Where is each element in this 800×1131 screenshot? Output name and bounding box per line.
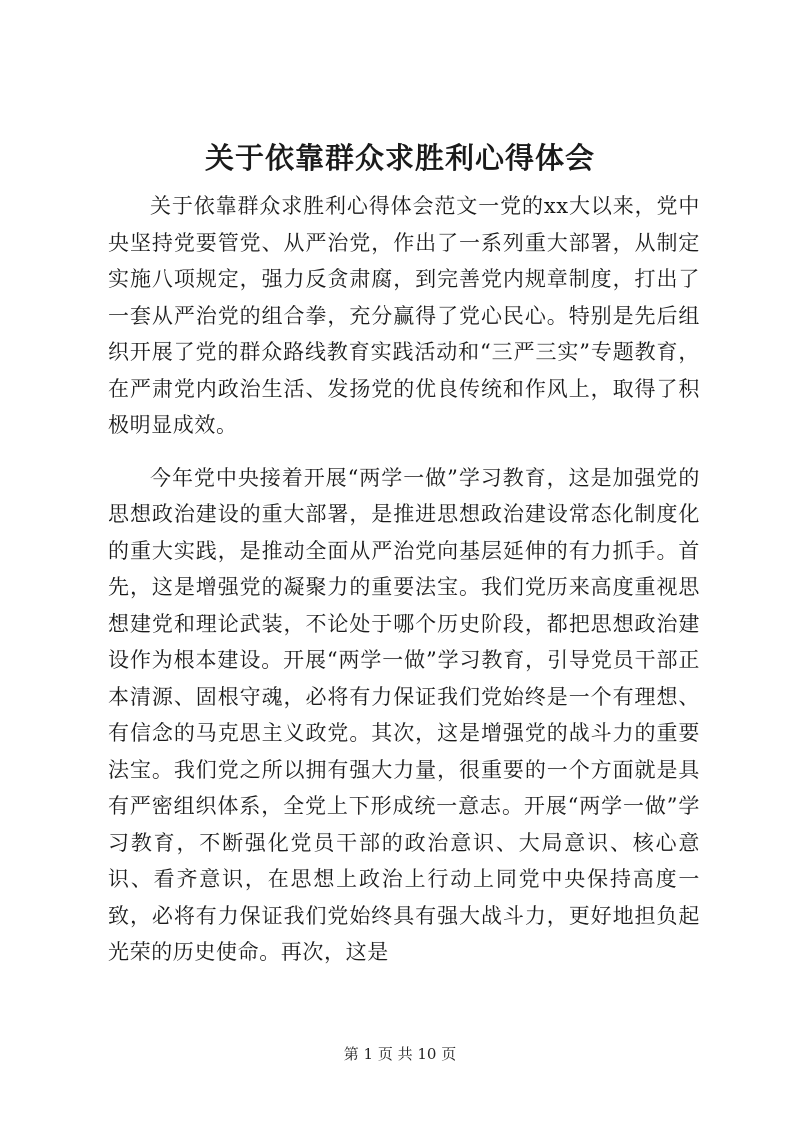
document-title: 关于依靠群众求胜利心得体会	[204, 141, 595, 175]
paragraph-2: 今年党中央接着开展“两学一做”学习教育，这是加强党的思想政治建设的重大部署，是推进思想政治建设常态化制度化的重大实践，是推动全面从严治党向基层延伸的有力抓手。首先，这是增强党的凝聚力的重要法宝。我们党历来高度重视思想建党和理论武装，不论处于哪个历史阶段，都把思想政治建设作为根本建设。开展“两学一做”学习教育，引导党员干部正本清源、固根守魂，必将有力保证我们党始终是一个有理想、有信念的马克思主义政党。其次，这是增强党的战斗力的重要法宝。我们党之所以拥有强大力量，很重要的一个方面就是具有严密组织体系，全党上下形成统一意志。开展“两学一做”学习教育，不断强化党员干部的政治意识、大局意识、核心意识、看齐意识，在思想上政治上行动上同党中央保持高度一致，必将有力保证我们党始终具有强大战斗力，更好地担负起光荣的历史使命。再次，这是	[108, 465, 700, 964]
paragraph-1: 关于依靠群众求胜利心得体会范文一党的xx大以来，党中央坚持党要管党、从严治党，作出了一系列重大部署，从制定实施八项规定，强力反贪肃腐，到完善党内规章制度，打出了一套从严治党的组合拳，充分赢得了党心民心。特别是先后组织开展了党的群众路线教育实践活动和“三严三实”专题教育，在严肃党内政治生活、发扬党的优良传统和作风上，取得了积极明显成效。	[108, 194, 700, 437]
page-footer: 第 1 页 共 10 页	[343, 1045, 457, 1063]
document-body	[108, 188, 700, 971]
